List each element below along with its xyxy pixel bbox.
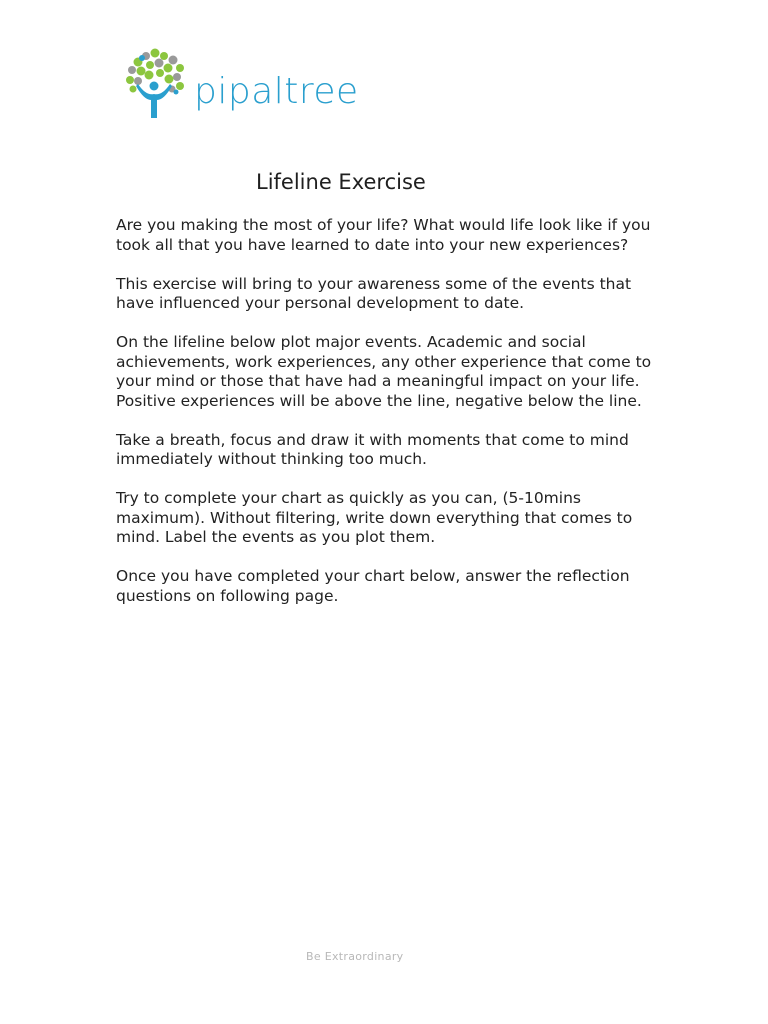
paragraph: Once you have completed your chart below, answer the reflection questions on following page. (116, 567, 630, 605)
pipaltree-logo (124, 48, 364, 128)
footer-tagline: Be Extraordinary (306, 950, 404, 963)
paragraph: Take a breath, focus and draw it with moments that come to mind immediately without thinking too much. (116, 430, 629, 468)
tree-person-icon (124, 48, 190, 120)
paragraph: Are you making the most of your life? What would life look like if you took all that you have learned to date into your new experiences? (116, 216, 651, 254)
paragraph: On the lifeline below plot major events. Academic and social achievements, work experiences, any other experience that come to your mind or those that have had a meaningful impact on your life. Positive experiences will be above the line, negative below the line. (116, 333, 652, 410)
logo-wordmark: pipaltree (194, 71, 359, 112)
body-text (116, 216, 661, 626)
paragraph: Try to complete your chart as quickly as you can, (5-10mins maximum). Without filtering, write down everything that comes to mind. Label the events as you plot them. (116, 489, 633, 546)
page-title: Lifeline Exercise (256, 170, 426, 194)
paragraph: This exercise will bring to your awareness some of the events that have influenced your personal development to date. (116, 274, 632, 312)
